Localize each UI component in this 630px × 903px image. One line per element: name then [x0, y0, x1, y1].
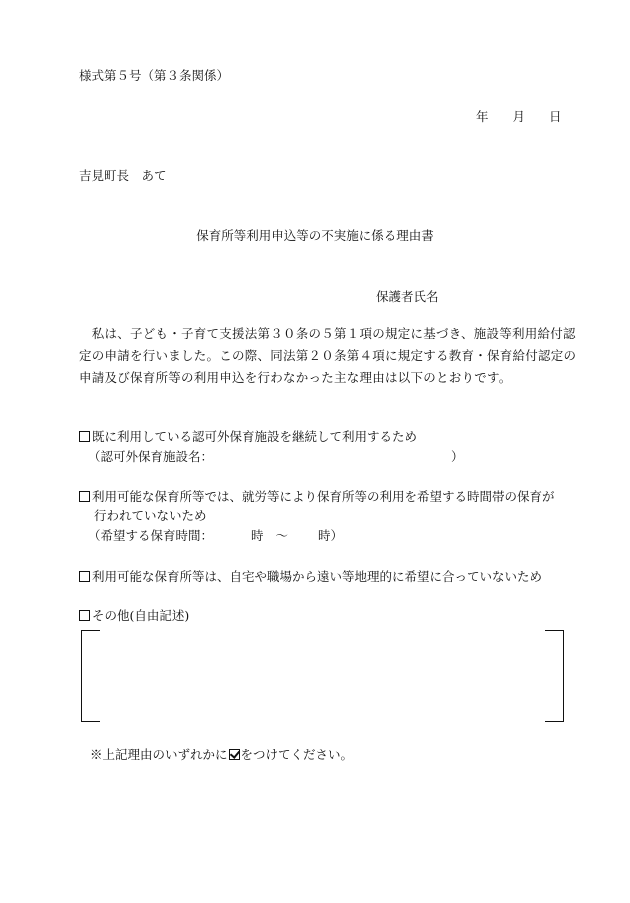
form-number: 様式第５号（第３条関係）	[79, 68, 230, 83]
option-time-slot	[79, 487, 555, 505]
option-other-label: その他(自由記述)	[92, 608, 190, 623]
date-year: 年	[476, 109, 489, 124]
checkbox-time-slot[interactable]	[79, 491, 90, 502]
tilde: ～	[275, 528, 289, 543]
option-location	[79, 567, 542, 585]
body-line: 私は、子ども・子育て支援法第３０条の５第１項の規定に基づき、施設等利用給付認	[79, 326, 576, 341]
desired-hours-label: （希望する保育時間：	[88, 528, 214, 543]
body-text	[79, 323, 579, 389]
option-existing-facility	[79, 427, 417, 445]
checkbox-other[interactable]	[79, 610, 90, 621]
checkbox-existing-facility[interactable]	[79, 431, 90, 442]
checkbox-location[interactable]	[79, 571, 90, 582]
addressee: 吉見町長 あて	[79, 168, 167, 183]
body-line: 申請及び保育所等の利用申込を行わなかった主な理由は以下のとおりです。	[79, 370, 512, 385]
free-text-bracket-right[interactable]	[545, 630, 564, 722]
option-other	[79, 606, 189, 624]
date-day: 日	[549, 109, 562, 124]
date-month: 月	[512, 109, 526, 124]
guardian-name-label: 保護者氏名	[376, 289, 439, 304]
option-time-slot-continuation: 行われていないため	[94, 508, 207, 523]
note-prefix: ※上記理由のいずれかに	[90, 747, 228, 762]
facility-name-label: （認可外保育施設名：	[88, 449, 214, 464]
document-title: 保育所等利用申込等の不実施に係る理由書	[196, 228, 434, 243]
checked-box-icon	[229, 749, 240, 760]
option-time-slot-label: 利用可能な保育所等では、就労等により保育所等の利用を希望する時間帯の保育が	[92, 489, 555, 504]
body-line: 定の申請を行いました。この際、同法第２０条第４項に規定する教育・保育給付認定の	[79, 348, 577, 363]
facility-name-close: ）	[451, 449, 464, 464]
option-location-label: 利用可能な保育所等は、自宅や職場から遠い等地理的に希望に合っていないため	[92, 569, 543, 584]
free-text-bracket-left[interactable]	[81, 630, 100, 722]
note-suffix: をつけてください。	[240, 747, 354, 762]
facility-name-line	[88, 447, 464, 465]
option-existing-facility-label: 既に利用している認可外保育施設を継続して利用するため	[92, 429, 418, 444]
hour-unit-start: 時	[251, 528, 264, 543]
instruction-note	[90, 745, 353, 763]
hour-unit-end: 時）	[318, 528, 344, 543]
desired-hours-line	[88, 526, 343, 544]
date-line	[476, 107, 562, 125]
